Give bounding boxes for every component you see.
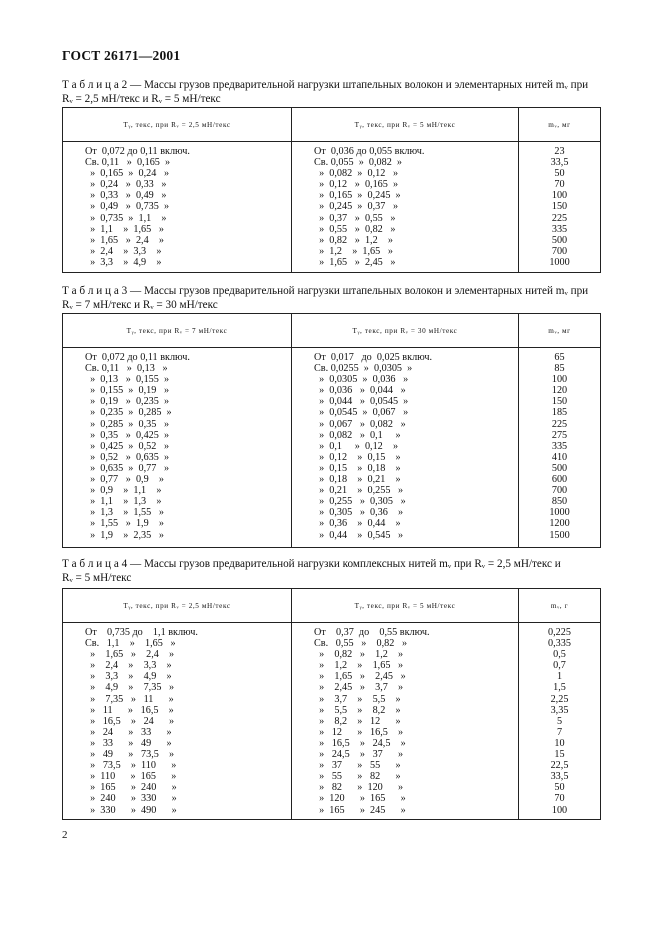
table-cell: » 0,24 » 0,33 » bbox=[85, 179, 167, 191]
table-cell: » 1,2 » 1,65 » bbox=[314, 245, 393, 257]
table-cell: » 1,65 » 2,4 » bbox=[85, 234, 164, 246]
table-cell: » 0,0545 » 0,067 » bbox=[314, 407, 409, 419]
table-cell: 3,35 bbox=[550, 704, 569, 716]
table-3-col2 bbox=[292, 348, 519, 547]
table-cell: 1000 bbox=[549, 507, 570, 519]
table-cell: » 0,49 » 0,735 » bbox=[85, 201, 170, 213]
table-cell: » 0,155 » 0,19 » bbox=[85, 385, 170, 397]
table-cell: 15 bbox=[554, 749, 565, 761]
table-cell: » 0,77 » 0,9 » bbox=[85, 474, 164, 486]
table-3-header-row bbox=[63, 314, 600, 348]
table-4-body bbox=[63, 623, 600, 819]
table-cell: 22,5 bbox=[550, 760, 569, 772]
table-4-caption bbox=[62, 557, 601, 585]
table-cell: От 0,072 до 0,11 включ. bbox=[85, 146, 190, 157]
table-4-caption-line2: Rᵥ = 5 мН/текс bbox=[62, 572, 132, 584]
table-3-body bbox=[63, 348, 600, 547]
table-cell: » 0,82 » 1,2 » bbox=[314, 649, 404, 661]
document-header: ГОСТ 26171—2001 bbox=[62, 48, 181, 63]
table-cell: » 0,255 » 0,305 » bbox=[314, 496, 406, 508]
table-cell: 100 bbox=[551, 190, 568, 202]
table-2 bbox=[62, 107, 601, 273]
table-cell: » 0,635 » 0,77 » bbox=[85, 462, 170, 474]
table-cell: » 0,15 » 0,18 » bbox=[314, 462, 401, 474]
table-cell: 10 bbox=[554, 737, 565, 749]
table-3-caption-line2: Rᵥ = 7 мН/текс и Rᵥ = 30 мН/текс bbox=[62, 299, 218, 311]
table-2-caption bbox=[62, 78, 601, 106]
table-cell: » 0,21 » 0,255 » bbox=[314, 485, 404, 497]
table-cell: Св. 0,11 » 0,165 » bbox=[85, 157, 171, 169]
table-cell: » 1,65 » 2,4 » bbox=[85, 649, 175, 661]
table-cell: » 73,5 » 110 » bbox=[85, 760, 177, 772]
table-cell: » 0,165 » 0,245 » bbox=[314, 190, 401, 202]
table-cell: » 0,735 » 1,1 » bbox=[85, 212, 167, 224]
table-cell: 275 bbox=[551, 429, 568, 441]
table-cell: 50 bbox=[554, 168, 565, 180]
table-cell: » 1,2 » 1,65 » bbox=[314, 660, 404, 672]
table-cell: 500 bbox=[551, 234, 568, 246]
table-cell: » 0,37 » 0,55 » bbox=[314, 212, 396, 224]
table-cell: 85 bbox=[554, 363, 565, 375]
table-4-col3 bbox=[519, 623, 600, 819]
table-cell: 700 bbox=[551, 485, 568, 497]
table-cell: » 240 » 330 » bbox=[85, 793, 177, 805]
table-cell: » 0,245 » 0,37 » bbox=[314, 201, 399, 213]
table-cell: » 1,55 » 1,9 » bbox=[85, 518, 164, 530]
table-cell: » 0,235 » 0,285 » bbox=[85, 407, 172, 419]
table-cell: » 0,9 » 1,1 » bbox=[85, 485, 162, 497]
table-cell: » 16,5 » 24,5 » bbox=[314, 737, 406, 749]
table-2-header-col1: Tᵧ, текс, при Rᵥ = 2,5 мН/текс bbox=[63, 108, 292, 141]
table-cell: » 0,082 » 0,12 » bbox=[314, 168, 399, 180]
table-cell: 7 bbox=[556, 726, 563, 738]
table-4-header-col1: Tᵧ, текс, при Rᵥ = 2,5 мН/текс bbox=[63, 589, 292, 622]
table-2-header-col2: Tᵧ, текс, при Rᵥ = 5 мН/текс bbox=[292, 108, 519, 141]
table-cell: » 0,19 » 0,235 » bbox=[85, 396, 170, 408]
table-2-body bbox=[63, 142, 600, 272]
table-cell: От 0,017 до 0,025 включ. bbox=[314, 352, 433, 363]
table-cell: 0,335 bbox=[548, 638, 571, 650]
table-cell: » 0,13 » 0,155 » bbox=[85, 374, 170, 386]
table-3-caption bbox=[62, 284, 601, 312]
table-cell: » 0,52 » 0,635 » bbox=[85, 451, 170, 463]
table-cell: 0,5 bbox=[553, 649, 566, 661]
table-cell: » 8,2 » 12 » bbox=[314, 715, 401, 727]
table-3-caption-line1: Т а б л и ц а 3 — Массы грузов предварительной нагрузки штапельных волокон и элементарных нитей mᵥ при bbox=[62, 285, 589, 297]
table-2-caption-line1: Т а б л и ц а 2 — Массы грузов предварительной нагрузки штапельных волокон и элементарных нитей mᵥ при bbox=[62, 79, 589, 91]
table-cell: » 0,036 » 0,044 » bbox=[314, 385, 406, 397]
table-cell: 70 bbox=[554, 793, 565, 805]
table-cell: 0,225 bbox=[548, 627, 571, 638]
table-cell: » 0,36 » 0,44 » bbox=[314, 518, 401, 530]
table-4-col2 bbox=[292, 623, 519, 819]
table-cell: 225 bbox=[551, 212, 568, 224]
table-cell: 1500 bbox=[549, 529, 570, 541]
table-cell: » 0,067 » 0,082 » bbox=[314, 418, 406, 430]
table-cell: Св. 0,055 » 0,082 » bbox=[314, 157, 403, 169]
table-cell: » 0,12 » 0,15 » bbox=[314, 451, 401, 463]
table-cell: » 0,285 » 0,35 » bbox=[85, 418, 170, 430]
table-cell: » 330 » 490 » bbox=[85, 804, 177, 816]
table-3-col3 bbox=[519, 348, 600, 547]
table-cell: 33,5 bbox=[550, 157, 569, 169]
table-cell: » 2,4 » 3,3 » bbox=[85, 245, 162, 257]
table-cell: » 3,3 » 4,9 » bbox=[85, 256, 162, 268]
page-number: 2 bbox=[62, 829, 68, 841]
table-cell: » 3,3 » 4,9 » bbox=[85, 671, 172, 683]
table-2-caption-line2: Rᵥ = 2,5 мН/текс и Rᵥ = 5 мН/текс bbox=[62, 93, 221, 105]
table-cell: » 55 » 82 » bbox=[314, 771, 401, 783]
table-cell: Св. 0,0255 » 0,0305 » bbox=[314, 363, 413, 375]
table-cell: » 0,305 » 0,36 » bbox=[314, 507, 404, 519]
table-cell: » 24 » 33 » bbox=[85, 726, 172, 738]
table-4 bbox=[62, 588, 601, 820]
table-4-header-col2: Tᵧ, текс, при Rᵥ = 5 мН/текс bbox=[292, 589, 519, 622]
table-cell: 1200 bbox=[549, 518, 570, 530]
table-cell: » 0,165 » 0,24 » bbox=[85, 168, 170, 180]
table-cell: 23 bbox=[554, 146, 565, 157]
table-cell: » 1,3 » 1,55 » bbox=[85, 507, 164, 519]
table-cell: » 1,65 » 2,45 » bbox=[314, 256, 396, 268]
table-cell: » 1,65 » 2,45 » bbox=[314, 671, 406, 683]
table-cell: » 0,12 » 0,165 » bbox=[314, 179, 399, 191]
table-cell: » 120 » 165 » bbox=[314, 793, 406, 805]
table-cell: Св. 0,55 » 0,82 » bbox=[314, 638, 408, 650]
table-cell: » 1,9 » 2,35 » bbox=[85, 529, 164, 541]
table-cell: От 0,37 до 0,55 включ. bbox=[314, 627, 430, 638]
table-3-col1 bbox=[63, 348, 292, 547]
table-cell: 100 bbox=[551, 804, 568, 816]
table-cell: 700 bbox=[551, 245, 568, 257]
table-cell: » 4,9 » 7,35 » bbox=[85, 682, 175, 694]
table-2-col3 bbox=[519, 142, 600, 272]
table-2-header-col3: mᵥ, мг bbox=[548, 120, 571, 129]
table-3-header-col1: Tᵧ, текс, при Rᵥ = 7 мН/текс bbox=[63, 314, 292, 347]
table-4-header-row bbox=[63, 589, 600, 623]
table-cell: » 49 » 73,5 » bbox=[85, 749, 175, 761]
table-cell: 410 bbox=[551, 451, 568, 463]
table-cell: » 0,044 » 0,0545 » bbox=[314, 396, 409, 408]
table-cell: 335 bbox=[551, 223, 568, 235]
table-cell: 50 bbox=[554, 782, 565, 794]
table-cell: » 0,0305 » 0,036 » bbox=[314, 374, 409, 386]
table-4-col1 bbox=[63, 623, 292, 819]
table-cell: 0,7 bbox=[553, 660, 566, 672]
table-cell: 70 bbox=[554, 179, 565, 191]
table-cell: » 1,1 » 1,65 » bbox=[85, 223, 164, 235]
table-cell: 1,5 bbox=[553, 682, 566, 694]
table-cell: » 0,82 » 1,2 » bbox=[314, 234, 393, 246]
table-3 bbox=[62, 313, 601, 548]
table-cell: » 24,5 » 37 » bbox=[314, 749, 404, 761]
table-3-header-col2: Tᵧ, текс, при Rᵥ = 30 мН/текс bbox=[292, 314, 519, 347]
table-cell: » 33 » 49 » bbox=[85, 737, 172, 749]
table-cell: От 0,735 до 1,1 включ. bbox=[85, 627, 198, 638]
table-cell: » 0,33 » 0,49 » bbox=[85, 190, 167, 202]
table-cell: » 2,45 » 3,7 » bbox=[314, 682, 404, 694]
table-cell: » 1,1 » 1,3 » bbox=[85, 496, 162, 508]
table-cell: От 0,036 до 0,055 включ. bbox=[314, 146, 425, 157]
table-cell: » 0,425 » 0,52 » bbox=[85, 440, 170, 452]
table-cell: Св. 1,1 » 1,65 » bbox=[85, 638, 176, 650]
table-cell: 335 bbox=[551, 440, 568, 452]
table-cell: » 0,1 » 0,12 » bbox=[314, 440, 399, 452]
table-cell: » 165 » 245 » bbox=[314, 804, 406, 816]
table-cell: » 2,4 » 3,3 » bbox=[85, 660, 172, 672]
table-cell: 65 bbox=[554, 352, 565, 363]
table-cell: 100 bbox=[551, 374, 568, 386]
table-cell: 500 bbox=[551, 462, 568, 474]
table-cell: » 110 » 165 » bbox=[85, 771, 177, 783]
table-cell: 150 bbox=[551, 201, 568, 213]
table-cell: » 0,44 » 0,545 » bbox=[314, 529, 404, 541]
table-cell: От 0,072 до 0,11 включ. bbox=[85, 352, 190, 363]
table-cell: » 82 » 120 » bbox=[314, 782, 404, 794]
table-2-col2 bbox=[292, 142, 519, 272]
table-cell: » 0,082 » 0,1 » bbox=[314, 429, 401, 441]
table-4-header-col3: mᵥ, г bbox=[550, 601, 569, 610]
table-cell: 33,5 bbox=[550, 771, 569, 783]
table-cell: 5 bbox=[556, 715, 563, 727]
table-cell: » 16,5 » 24 » bbox=[85, 715, 175, 727]
table-cell: » 0,35 » 0,425 » bbox=[85, 429, 170, 441]
table-cell: 2,25 bbox=[550, 693, 569, 705]
table-cell: 1 bbox=[556, 671, 563, 683]
table-2-col1 bbox=[63, 142, 292, 272]
table-cell: 850 bbox=[551, 496, 568, 508]
table-cell: 185 bbox=[551, 407, 568, 419]
table-2-header-row bbox=[63, 108, 600, 142]
table-cell: » 12 » 16,5 » bbox=[314, 726, 404, 738]
table-cell: » 165 » 240 » bbox=[85, 782, 177, 794]
table-cell: 150 bbox=[551, 396, 568, 408]
table-cell: 120 bbox=[551, 385, 568, 397]
table-cell: » 11 » 16,5 » bbox=[85, 704, 174, 716]
table-3-header-col3: mᵥ, мг bbox=[548, 326, 571, 335]
table-cell: » 5,5 » 8,2 » bbox=[314, 704, 401, 716]
table-cell: 600 bbox=[551, 474, 568, 486]
table-cell: » 37 » 55 » bbox=[314, 760, 401, 772]
table-cell: » 3,7 » 5,5 » bbox=[314, 693, 401, 705]
table-cell: » 7,35 » 11 » bbox=[85, 693, 174, 705]
table-cell: 225 bbox=[551, 418, 568, 430]
table-cell: 1000 bbox=[549, 256, 570, 268]
table-4-caption-line1: Т а б л и ц а 4 — Массы грузов предварительной нагрузки комплексных нитей mᵥ при Rᵥ = 2,5 мН/текс и bbox=[62, 558, 561, 570]
table-cell: » 0,18 » 0,21 » bbox=[314, 474, 401, 486]
table-cell: Св. 0,11 » 0,13 » bbox=[85, 363, 168, 375]
table-cell: » 0,55 » 0,82 » bbox=[314, 223, 396, 235]
